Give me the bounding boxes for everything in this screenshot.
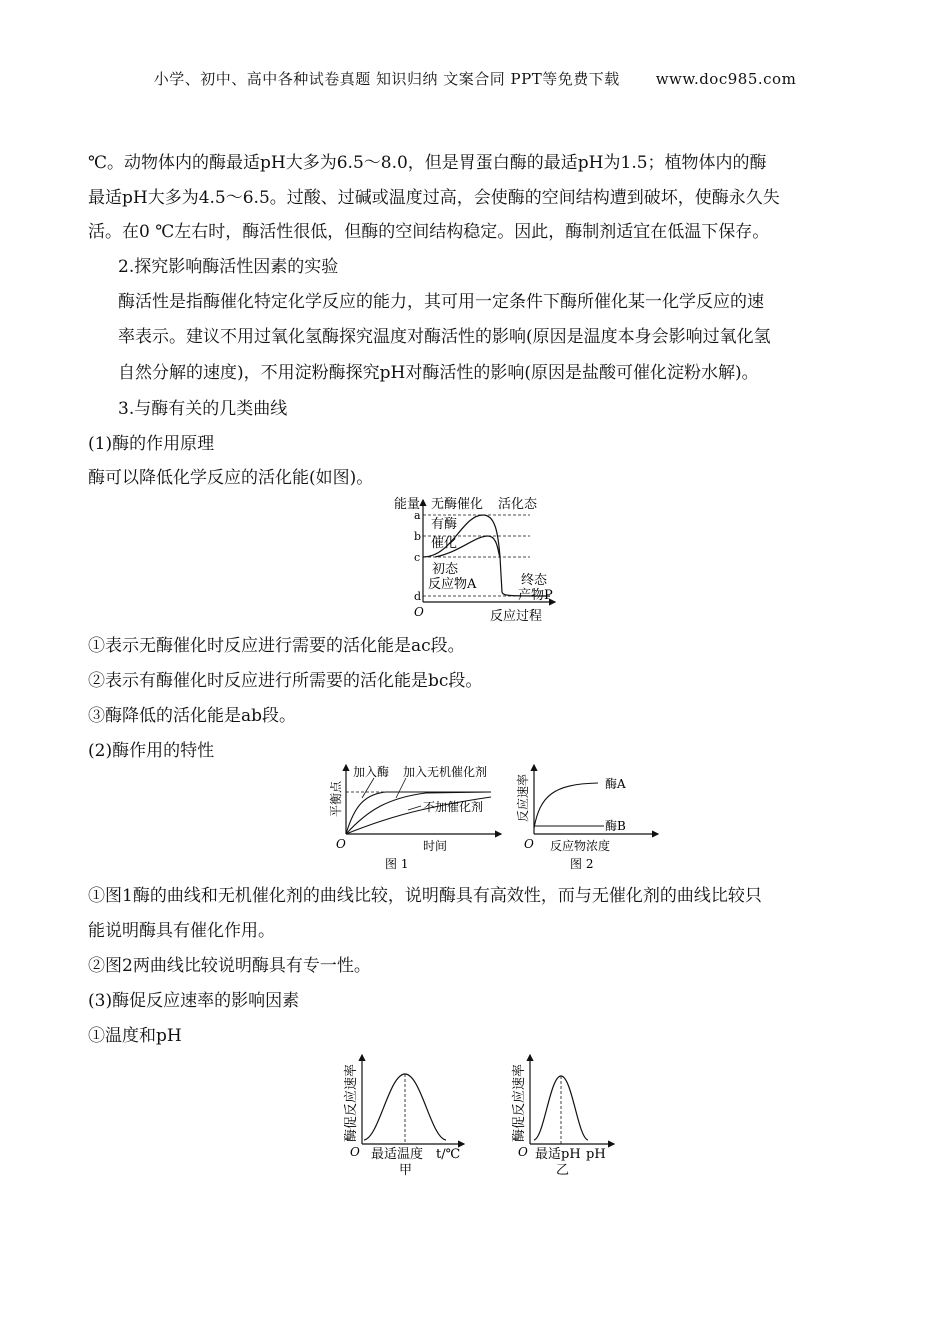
figure-2 (508, 762, 668, 874)
para-line: 自然分解的速度)，不用淀粉酶探究pH对酶活性的影响(原因是盐酸可催化淀粉水解)。 (118, 363, 759, 383)
energy-xlabel: 反应过程 (490, 609, 543, 624)
ph-curve-figure (502, 1050, 622, 1180)
section-heading: 2.探究影响酶活性因素的实验 (118, 257, 339, 277)
origin-label: O (414, 605, 424, 619)
ph-ylabel: 酶促反应速率 (512, 1063, 527, 1142)
fig1-origin: O (336, 837, 346, 851)
fig1-inorganic-label: 加入无机催化剂 (403, 765, 488, 779)
ph-caption: 乙 (556, 1163, 570, 1178)
para-line: ①图1酶的曲线和无机催化剂的曲线比较，说明酶具有高效性，而与无催化剂的曲线比较只 (88, 886, 762, 906)
active-state-label: 活化态 (498, 497, 538, 512)
temp-origin: O (350, 1145, 360, 1159)
temp-optimum-label: 最适温度 (371, 1147, 424, 1162)
para-line: 活。在0 ℃左右时，酶活性很低，但酶的空间结构稳定。因此，酶制剂适宜在低温下保存。 (88, 222, 770, 242)
ph-optimum-label: 最适pH (535, 1147, 581, 1162)
para-line: ③酶降低的活化能是ab段。 (88, 706, 297, 726)
with-enzyme-label-1: 有酶 (431, 517, 458, 532)
para-line: ①表示无酶催化时反应进行需要的活化能是ac段。 (88, 636, 465, 656)
energy-diagram (390, 492, 560, 624)
temp-unit-label: t/℃ (436, 1147, 461, 1162)
ph-origin: O (518, 1145, 528, 1159)
enzyme-a-curve (534, 783, 598, 828)
para-line: ②表示有酶催化时反应进行所需要的活化能是bc段。 (88, 671, 483, 691)
header-text: 小学、初中、高中各种试卷真题 知识归纳 文案合同 PPT等免费下载 (153, 70, 620, 88)
page-header (0, 68, 950, 89)
para-line: ②图2两曲线比较说明酶具有专一性。 (88, 956, 371, 976)
initial-state-label: 初态 (432, 562, 459, 577)
para-line: ①温度和pH (88, 1026, 182, 1046)
fig2-xlabel: 反应物浓度 (550, 839, 611, 853)
ph-unit-label: pH (586, 1147, 606, 1162)
fig1-enzyme-label: 加入酶 (353, 765, 390, 779)
no-enzyme-label: 无酶催化 (431, 497, 484, 512)
fig1-xlabel: 时间 (423, 839, 448, 853)
final-state-label: 终态 (521, 573, 548, 588)
subheading: (1)酶的作用原理 (88, 434, 215, 454)
energy-ylabel: 能量 (394, 497, 421, 512)
fig2-caption: 图 2 (570, 857, 594, 871)
fig2-origin: O (524, 837, 534, 851)
para-line: 最适pH大多为4.5～6.5。过酸、过碱或温度过高，会使酶的空间结构遭到破坏，使酶永久失 (88, 188, 780, 208)
para-line: 酶可以降低化学反应的活化能(如图)。 (88, 468, 374, 488)
section-heading: 3.与酶有关的几类曲线 (118, 399, 288, 419)
label-c: c (414, 551, 421, 564)
subheading: (3)酶促反应速率的影响因素 (88, 991, 300, 1011)
fig1-none-label: 不加催化剂 (423, 800, 484, 814)
fig2-enzyme-a: 酶A (605, 777, 626, 791)
temperature-curve-figure (334, 1050, 474, 1180)
para-line: ℃。动物体内的酶最适pH大多为6.5～8.0，但是胃蛋白酶的最适pH为1.5；植物体内的酶 (88, 153, 767, 173)
label-d: d (414, 590, 422, 603)
fig1-caption: 图 1 (385, 857, 409, 871)
label-b: b (414, 530, 422, 543)
para-line: 率表示。建议不用过氧化氢酶探究温度对酶活性的影响(原因是温度本身会影响过氧化氢 (118, 327, 771, 347)
para-line: 能说明酶具有催化作用。 (88, 921, 275, 941)
temp-caption: 甲 (399, 1163, 413, 1178)
figure-1 (326, 762, 516, 874)
fig1-ylabel: 平衡点 (329, 780, 343, 817)
header-site: www.doc985.com (655, 70, 797, 88)
reactant-label: 反应物A (428, 577, 477, 592)
fig2-enzyme-b: 酶B (605, 819, 626, 833)
temp-ylabel: 酶促反应速率 (344, 1063, 359, 1142)
subheading: (2)酶作用的特性 (88, 741, 215, 761)
fig2-ylabel: 反应速率 (516, 773, 530, 822)
with-enzyme-label-2: 催化 (431, 536, 458, 551)
label-a: a (414, 509, 421, 522)
para-line: 酶活性是指酶催化特定化学反应的能力，其可用一定条件下酶所催化某一化学反应的速 (118, 292, 764, 312)
product-label: 产物P (518, 588, 553, 603)
